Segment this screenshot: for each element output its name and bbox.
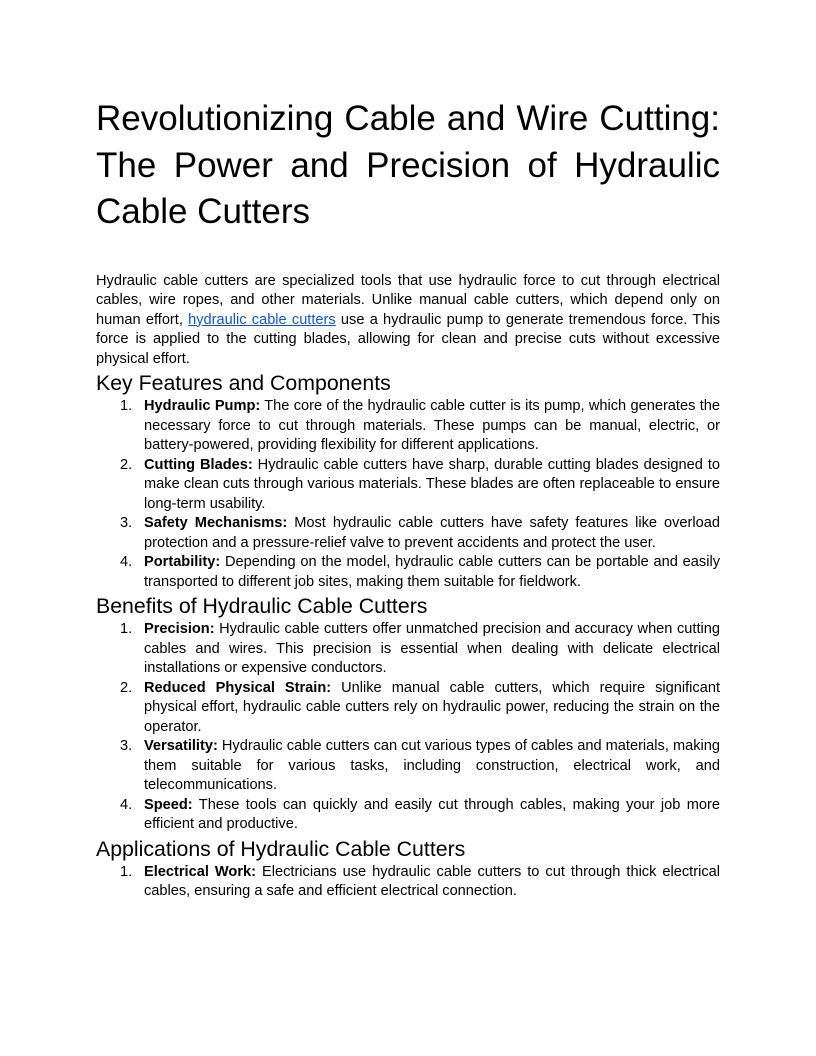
list-item-number: 4. [120,554,133,570]
list-item-number: 1. [120,621,133,637]
section-heading-key-features: Key Features and Components [96,371,391,395]
page-title: Revolutionizing Cable and Wire Cutting: The Power and Precision of Hydraulic Cable Cutters [96,99,720,231]
list-item-term: Safety Mechanisms: [144,515,288,531]
list-item [96,514,720,553]
list-item-number: 4. [120,796,133,813]
list-item-text: Hydraulic cable cutters can cut various types of cables and materials, making them suitable for various tasks, including construction, electrical work, and telecommunications. [144,738,720,793]
list-item-term: Cutting Blades: [144,456,253,473]
list-item-text: Most hydraulic cable cutters have safety features like overload protection and a pressure-relief valve to prevent accidents and protect the user. [144,515,720,551]
list-item-text: These tools can quickly and easily cut through cables, making your job more efficient and productive. [144,796,720,832]
hydraulic-cable-cutters-link[interactable]: hydraulic cable cutters [188,311,336,328]
list-item-number: 3. [120,515,133,531]
intro-text-after-link: use a hydraulic pump to generate tremendous force. This force is applied to the cutting blades, allowing for clean and precise cuts without excessive physical effort. [96,311,721,367]
list-item-term: Reduced Physical Strain: [144,679,332,696]
list-item-text: Unlike manual cable cutters, which require significant physical effort, hydraulic cable cutters rely on hydraulic power, reducing the strain on the operator. [144,679,721,735]
applications-list [96,863,720,902]
list-item-number: 2. [120,456,133,473]
list-item [96,796,720,835]
list-item-term: Electrical Work: [144,863,256,880]
section-heading-applications: Applications of Hydraulic Cable Cutters [96,836,466,861]
intro-paragraph [96,272,720,370]
list-item-text: Hydraulic cable cutters have sharp, durable cutting blades designed to make clean cuts through various materials. These blades are often replaceable to ensure long-term usability. [144,456,720,512]
list-item-number: 2. [120,679,133,696]
list-item-text: Depending on the model, hydraulic cable cutters can be portable and easily transported to different job sites, making them suitable for fieldwork. [144,554,720,590]
list-item [96,863,720,902]
list-item-term: Hydraulic Pump: [144,398,261,414]
list-item-text: Hydraulic cable cutters offer unmatched precision and accuracy when cutting cables and wires. This precision is essential when dealing with delicate electrical installations or expensive conductors. [144,621,720,676]
list-item [96,679,720,738]
list-item-text: Electricians use hydraulic cable cutters to cut through thick electrical cables, ensuring a safe and efficient electrical connection. [144,863,720,899]
list-item-term: Speed: [144,796,193,813]
list-item-number: 1. [120,863,133,880]
list-item-term: Portability: [144,554,221,570]
list-item [96,397,720,456]
list-item [96,737,720,796]
list-item [96,620,720,679]
list-item-text: The core of the hydraulic cable cutter is its pump, which generates the necessary force to cut through materials. These pumps can be manual, electric, or battery-powered, providing flexibility for different applications. [144,398,720,453]
list-item-term: Precision: [144,621,215,637]
intro-text-before-link: Hydraulic cable cutters are specialized tools that use hydraulic force to cut through electrical cables, wire ropes, and other materials. Unlike manual cable cutters, which depend only on human effort, [96,272,720,328]
list-item-number: 3. [120,738,133,754]
list-item [96,553,720,592]
list-item-number: 1. [120,398,133,414]
list-item-term: Versatility: [144,738,218,754]
key-features-list [96,397,720,592]
list-item [96,456,720,515]
benefits-list [96,620,720,835]
section-heading-benefits: Benefits of Hydraulic Cable Cutters [96,594,428,618]
document-page [96,96,720,902]
